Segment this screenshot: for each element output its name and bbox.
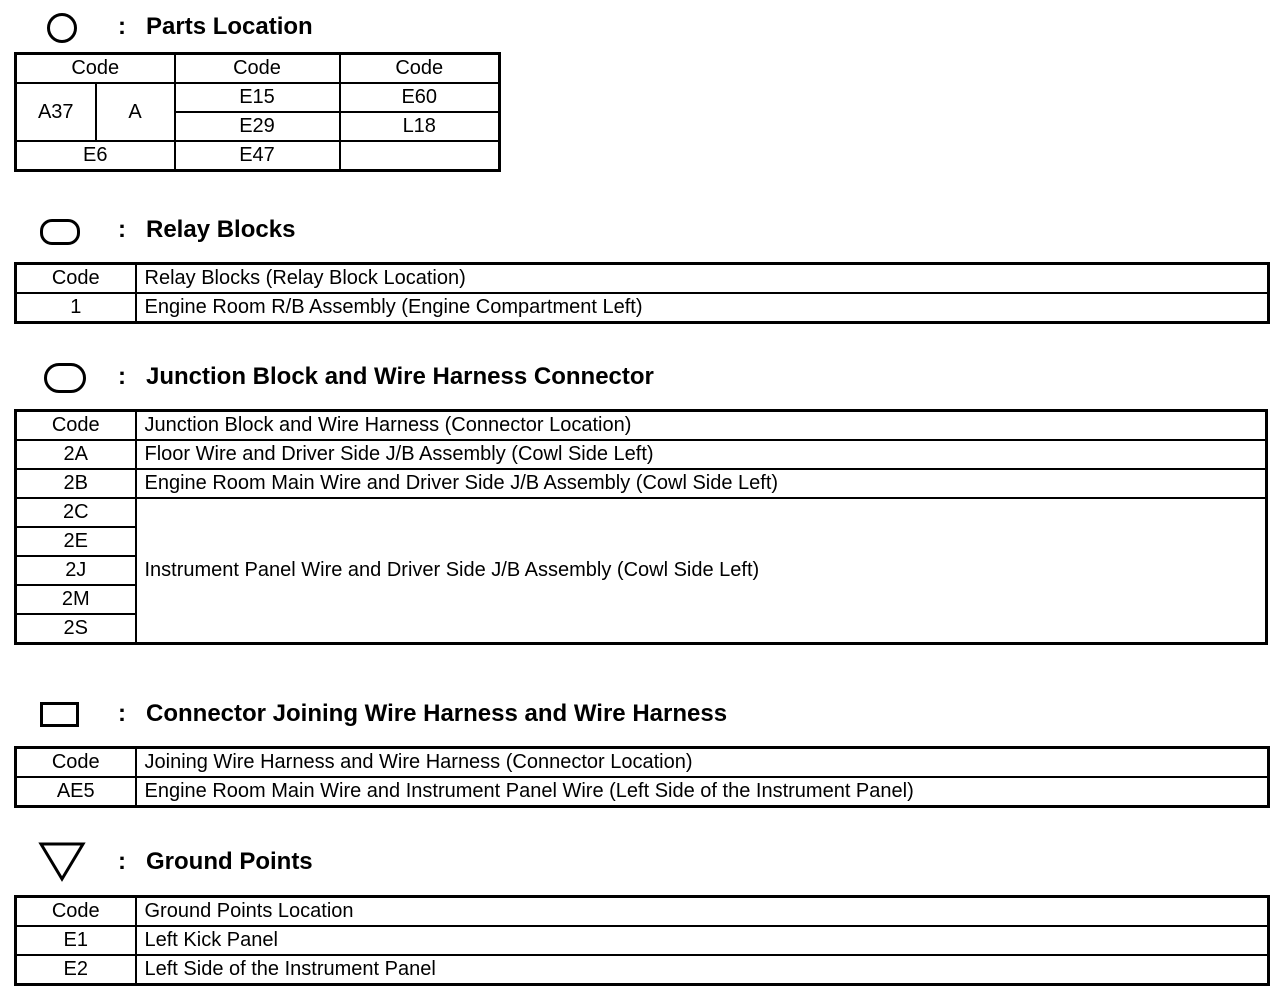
junction-block-table xyxy=(14,409,1268,645)
code-cell: 2J xyxy=(16,556,136,585)
circle-icon xyxy=(47,13,77,43)
table-header-cell: Code xyxy=(16,54,175,84)
connector-joining-table xyxy=(14,746,1270,808)
code-cell: E47 xyxy=(175,141,340,171)
heading-colon: : xyxy=(118,13,126,40)
table-header-cell: Code xyxy=(340,54,500,84)
table-row xyxy=(16,777,1269,807)
code-cell: 2C xyxy=(16,498,136,527)
table-row xyxy=(16,498,1267,527)
description-cell: Left Kick Panel xyxy=(136,926,1269,955)
code-cell: E1 xyxy=(16,926,136,955)
code-cell: AE5 xyxy=(16,777,136,807)
relay-blocks-heading xyxy=(0,213,700,247)
connector-joining-title: Connector Joining Wire Harness and Wire Harness xyxy=(146,700,728,727)
table-header-row xyxy=(16,411,1267,441)
description-cell: Engine Room Main Wire and Instrument Panel Wire (Left Side of the Instrument Panel) xyxy=(136,777,1269,807)
code-cell: 2B xyxy=(16,469,136,498)
rounded-rectangle-icon xyxy=(44,363,86,393)
code-cell: E2 xyxy=(16,955,136,985)
table-header-cell: Code xyxy=(16,897,136,927)
table-row xyxy=(16,293,1269,323)
code-cell xyxy=(340,141,500,171)
code-cell: E6 xyxy=(16,141,175,171)
parts-location-heading xyxy=(0,10,700,44)
code-cell: E60 xyxy=(340,83,500,112)
table-header-cell: Junction Block and Wire Harness (Connector Location) xyxy=(136,411,1267,441)
description-cell: Floor Wire and Driver Side J/B Assembly (Cowl Side Left) xyxy=(136,440,1267,469)
table-header-row xyxy=(16,897,1269,927)
table-header-row xyxy=(16,264,1269,294)
table-row xyxy=(16,141,500,171)
heading-colon: : xyxy=(118,363,126,390)
table-header-row xyxy=(16,54,500,84)
table-row xyxy=(16,926,1269,955)
junction-block-heading xyxy=(0,360,900,394)
heading-colon: : xyxy=(118,216,126,243)
code-cell: A37 xyxy=(16,83,96,141)
rounded-rectangle-icon xyxy=(40,219,80,245)
table-header-cell: Joining Wire Harness and Wire Harness (Connector Location) xyxy=(136,748,1269,778)
table-header-cell: Code xyxy=(16,411,136,441)
ground-points-heading xyxy=(0,845,700,879)
parts-location-title: Parts Location xyxy=(146,13,313,40)
table-header-cell: Code xyxy=(175,54,340,84)
table-header-row xyxy=(16,748,1269,778)
table-header-cell: Code xyxy=(16,264,136,294)
heading-colon: : xyxy=(118,848,126,875)
table-row xyxy=(16,469,1267,498)
ground-points-title: Ground Points xyxy=(146,848,313,875)
code-cell: L18 xyxy=(340,112,500,141)
table-row xyxy=(16,440,1267,469)
relay-blocks-title: Relay Blocks xyxy=(146,216,296,243)
connector-joining-heading xyxy=(0,697,900,731)
ground-points-table xyxy=(14,895,1270,986)
junction-block-title: Junction Block and Wire Harness Connector xyxy=(146,363,654,390)
triangle-down-icon xyxy=(38,841,86,883)
rectangle-icon xyxy=(40,702,79,727)
description-cell: Engine Room Main Wire and Driver Side J/B Assembly (Cowl Side Left) xyxy=(136,469,1267,498)
table-header-cell: Relay Blocks (Relay Block Location) xyxy=(136,264,1269,294)
code-cell: A xyxy=(96,83,175,141)
code-cell: 2A xyxy=(16,440,136,469)
description-cell: Instrument Panel Wire and Driver Side J/B Assembly (Cowl Side Left) xyxy=(136,498,1267,644)
table-header-cell: Code xyxy=(16,748,136,778)
relay-blocks-table xyxy=(14,262,1270,324)
code-cell: E29 xyxy=(175,112,340,141)
code-cell: 2S xyxy=(16,614,136,644)
heading-colon: : xyxy=(118,700,126,727)
description-cell: Left Side of the Instrument Panel xyxy=(136,955,1269,985)
table-row xyxy=(16,83,500,112)
description-cell: Engine Room R/B Assembly (Engine Compartment Left) xyxy=(136,293,1269,323)
code-cell: 2E xyxy=(16,527,136,556)
code-cell: E15 xyxy=(175,83,340,112)
parts-location-table xyxy=(14,52,501,172)
code-cell: 2M xyxy=(16,585,136,614)
table-row xyxy=(16,955,1269,985)
code-cell: 1 xyxy=(16,293,136,323)
table-header-cell: Ground Points Location xyxy=(136,897,1269,927)
